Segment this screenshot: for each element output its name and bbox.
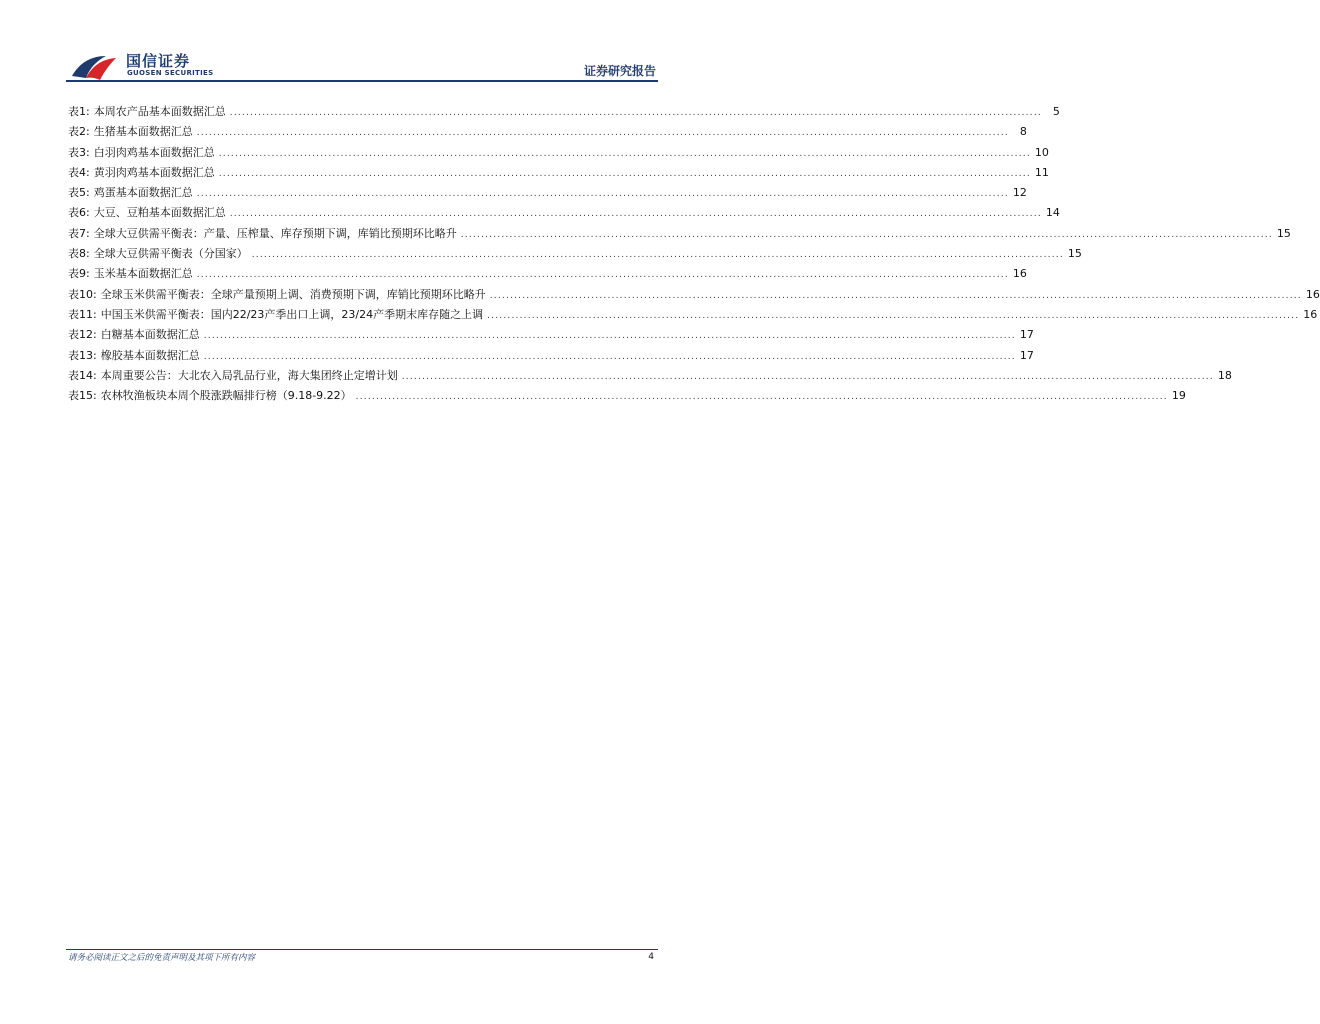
toc-entry-title: 大豆、豆粕基本面数据汇总 xyxy=(93,206,226,220)
page-header xyxy=(0,0,724,90)
toc-entry-page: 16 xyxy=(1305,287,1320,301)
footer-disclaimer: 请务必阅读正文之后的免责声明及其项下所有内容 xyxy=(68,953,256,963)
toc-entry-page: 17 xyxy=(1019,348,1034,362)
toc-dot-leader: ........................................................................................................................................................................................................ xyxy=(203,351,1016,362)
toc-entry-page: 14 xyxy=(1045,206,1060,220)
toc-entry-label: 表13: xyxy=(68,348,97,362)
toc-entry[interactable] xyxy=(68,225,1291,245)
toc-entry[interactable] xyxy=(68,265,1027,285)
toc-entry[interactable] xyxy=(68,123,1027,143)
toc-dot-leader: ........................................................................................................................................................................................................ xyxy=(229,209,1042,220)
toc-entry[interactable] xyxy=(68,184,1027,204)
toc-entry-title: 全球大豆供需平衡表：产量、压榨量、库存预期下调，库销比预期环比略升 xyxy=(93,226,457,240)
toc-entry-title: 农林牧渔板块本周个股涨跌幅排行榜（9.18-9.22） xyxy=(100,389,352,403)
brand-name-en: GUOSEN SECURITIES xyxy=(127,69,214,77)
toc-entry[interactable] xyxy=(68,367,1232,387)
toc-dot-leader: ........................................................................................................................................................................................................ xyxy=(487,310,1300,321)
toc-entry-page: 19 xyxy=(1171,389,1186,403)
footer-divider xyxy=(66,949,658,950)
toc-entry-label: 表8: xyxy=(68,247,90,261)
table-of-tables xyxy=(68,103,1320,407)
toc-entry-title: 本周重要公告：大北农入局乳品行业，海大集团终止定增计划 xyxy=(100,368,398,382)
toc-entry-label: 表15: xyxy=(68,389,97,403)
toc-entry[interactable] xyxy=(68,144,1049,164)
toc-entry-label: 表1: xyxy=(68,105,90,118)
toc-entry-page: 8 xyxy=(1019,125,1027,139)
toc-entry-title: 橡胶基本面数据汇总 xyxy=(100,348,200,362)
toc-entry[interactable] xyxy=(68,326,1034,346)
toc-entry-title: 鸡蛋基本面数据汇总 xyxy=(93,186,193,200)
toc-entry-label: 表7: xyxy=(68,226,90,240)
toc-entry[interactable] xyxy=(68,347,1034,367)
toc-entry-label: 表2: xyxy=(68,125,90,139)
report-type-label: 证券研究报告 xyxy=(583,64,656,78)
toc-entry-title: 玉米基本面数据汇总 xyxy=(93,267,193,281)
toc-dot-leader: ........................................................................................................................................................................................................ xyxy=(196,128,1009,139)
toc-entry-title: 生猪基本面数据汇总 xyxy=(93,125,193,139)
toc-dot-leader: ........................................................................................................................................................................................................ xyxy=(355,392,1168,403)
toc-dot-leader: ........................................................................................................................................................................................................ xyxy=(489,290,1302,301)
guosen-logo-icon xyxy=(70,50,118,82)
toc-entry-label: 表5: xyxy=(68,186,90,200)
toc-entry[interactable] xyxy=(68,204,1060,224)
header-divider xyxy=(66,80,658,82)
toc-entry-label: 表6: xyxy=(68,206,90,220)
toc-entry-page: 15 xyxy=(1067,247,1082,261)
toc-entry-page: 17 xyxy=(1019,328,1034,342)
toc-dot-leader: ........................................................................................................................................................................................................ xyxy=(218,148,1031,159)
toc-entry-title: 全球大豆供需平衡表（分国家） xyxy=(93,247,248,261)
toc-dot-leader: ........................................................................................................................................................................................................ xyxy=(196,270,1009,281)
toc-entry[interactable] xyxy=(68,164,1049,184)
toc-entry-label: 表14: xyxy=(68,368,97,382)
toc-entry-page: 10 xyxy=(1034,145,1049,159)
toc-entry[interactable] xyxy=(68,306,1318,326)
toc-entry-page: 15 xyxy=(1276,226,1291,240)
toc-entry[interactable] xyxy=(68,286,1320,306)
toc-entry-label: 表9: xyxy=(68,267,90,281)
toc-entry-label: 表3: xyxy=(68,145,90,159)
toc-entry-label: 表4: xyxy=(68,165,90,179)
toc-entry-page: 16 xyxy=(1012,267,1027,281)
toc-entry-title: 全球玉米供需平衡表：全球产量预期上调、消费预期下调，库销比预期环比略升 xyxy=(100,287,486,301)
toc-entry-page: 18 xyxy=(1217,368,1232,382)
toc-entry-page: 11 xyxy=(1034,165,1049,179)
toc-dot-leader: ........................................................................................................................................................................................................ xyxy=(460,229,1273,240)
toc-entry-title: 黄羽肉鸡基本面数据汇总 xyxy=(93,165,215,179)
toc-entry[interactable] xyxy=(68,245,1082,265)
page-number: 4 xyxy=(648,952,654,962)
toc-entry-page: 5 xyxy=(1052,105,1060,118)
toc-entry[interactable] xyxy=(68,103,1060,123)
toc-dot-leader: ........................................................................................................................................................................................................ xyxy=(196,189,1009,200)
brand-name-cn: 国信证券 xyxy=(126,52,191,70)
toc-entry-title: 白糖基本面数据汇总 xyxy=(100,328,200,342)
toc-entry-title: 本周农产品基本面数据汇总 xyxy=(93,105,226,118)
toc-entry-label: 表12: xyxy=(68,328,97,342)
toc-dot-leader: ........................................................................................................................................................................................................ xyxy=(401,371,1214,382)
toc-entry-page: 12 xyxy=(1012,186,1027,200)
toc-dot-leader: ........................................................................................................................................................................................................ xyxy=(203,331,1016,342)
toc-entry-label: 表11: xyxy=(68,307,97,321)
toc-entry-page: 16 xyxy=(1303,307,1318,321)
toc-entry-title: 中国玉米供需平衡表：国内22/23产季出口上调，23/24产季期末库存随之上调 xyxy=(100,307,484,321)
toc-entry[interactable] xyxy=(68,387,1186,407)
toc-entry-label: 表10: xyxy=(68,287,97,301)
toc-entry-title: 白羽肉鸡基本面数据汇总 xyxy=(93,145,215,159)
toc-dot-leader: ........................................................................................................................................................................................................ xyxy=(218,168,1031,179)
toc-dot-leader: ........................................................................................................................................................................................................ xyxy=(229,108,1042,118)
toc-dot-leader: ........................................................................................................................................................................................................ xyxy=(251,250,1064,261)
